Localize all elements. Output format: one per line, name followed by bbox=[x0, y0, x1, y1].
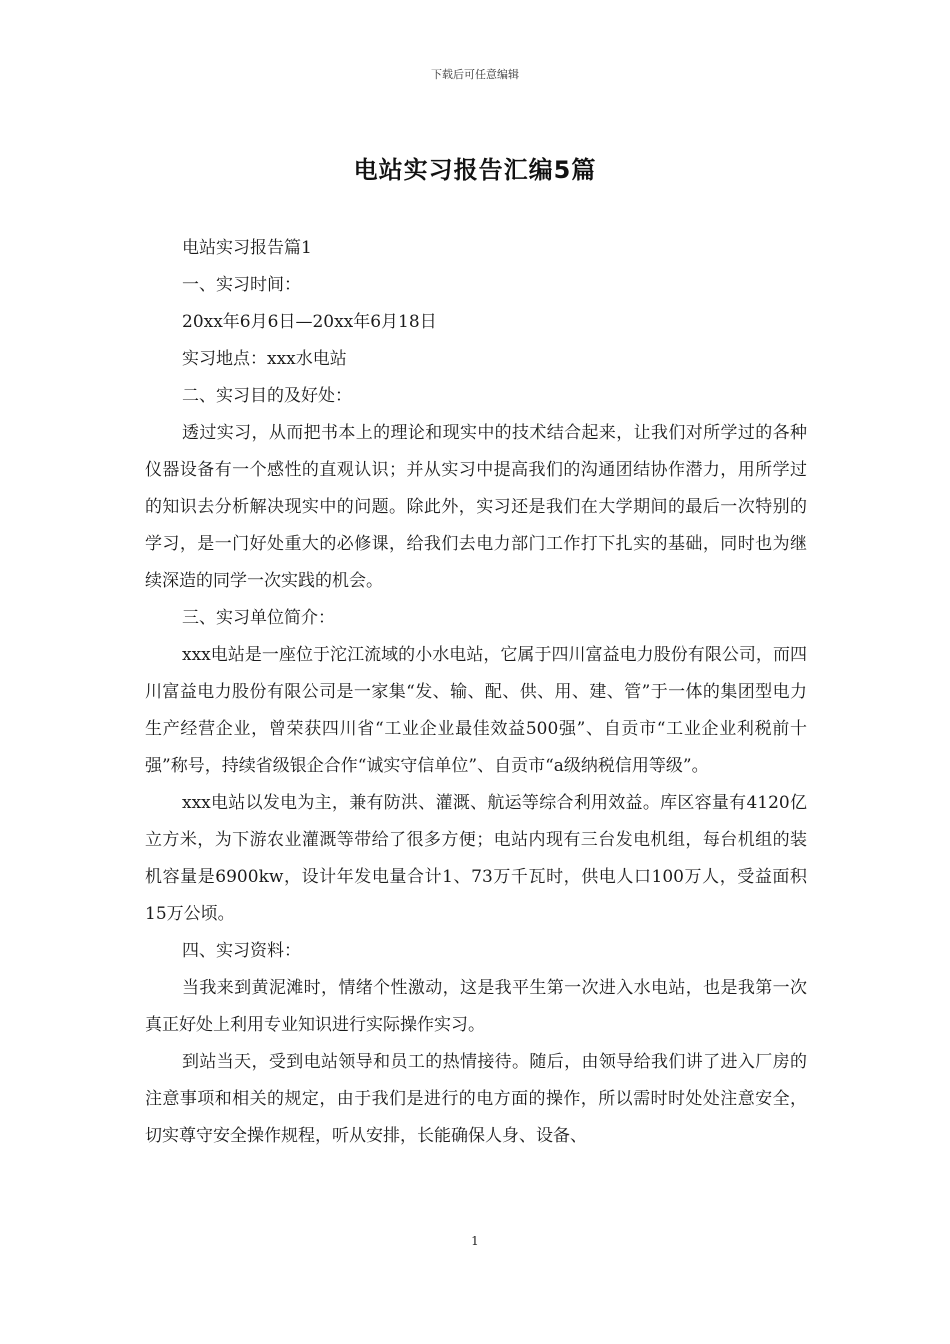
section-heading-report-1: 电站实习报告篇1 bbox=[182, 238, 312, 258]
internship-dates: 20xx年6月6日—20xx年6月18日 bbox=[182, 312, 437, 332]
header-note: 下载后可任意编辑 bbox=[431, 68, 519, 81]
paragraph-station-details: xxx电站以发电为主，兼有防洪、灌溉、航运等综合利用效益。库区容量有4120亿立方米，为下游农业灌溉等带给了很多方便；电站内现有三台发电机组，每台机组的装机容量是6900kw，设计年发电量合计1、73万千瓦时，供电人口100万人，受益面积15万公顷。 bbox=[145, 793, 807, 924]
paragraph-purpose: 透过实习，从而把书本上的理论和现实中的技术结合起来，让我们对所学过的各种仪器设备有一个感性的直观认识；并从实习中提高我们的沟通团结协作潜力，用所学过的知识去分析解决现实中的问题。除此外，实习还是我们在大学期间的最后一次特别的学习，是一门好处重大的必修课，给我们去电力部门工作打下扎实的基础，同时也为继续深造的同学一次实践的机会。 bbox=[145, 423, 807, 591]
heading-materials: 四、实习资料： bbox=[182, 941, 301, 961]
paragraph-unit-intro: xxx电站是一座位于沱江流域的小水电站，它属于四川富益电力股份有限公司，而四川富益电力股份有限公司是一家集“发、输、配、供、用、建、管”于一体的集团型电力生产经营企业，曾荣获四川省“工业企业最佳效益500强”、自贡市“工业企业利税前十强”称号，持续省级银企合作“诚实守信单位”、自贡市“a级纳税信用等级”。 bbox=[145, 645, 807, 776]
page-number: 1 bbox=[471, 1234, 479, 1248]
paragraph-first-day: 到站当天，受到电站领导和员工的热情接待。随后，由领导给我们讲了进入厂房的注意事项和相关的规定，由于我们是进行的电方面的操作，所以需时时处处注意安全，切实尊守安全操作规程，听从安排，长能确保人身、设备、 bbox=[145, 1052, 807, 1146]
heading-internship-time: 一、实习时间： bbox=[182, 275, 301, 295]
heading-unit-intro: 三、实习单位简介： bbox=[182, 608, 335, 628]
document-body bbox=[145, 230, 807, 1155]
document-title: 电站实习报告汇编5篇 bbox=[353, 156, 597, 184]
paragraph-arrival: 当我来到黄泥滩时，情绪个性激动，这是我平生第一次进入水电站，也是我第一次真正好处上利用专业知识进行实际操作实习。 bbox=[145, 978, 807, 1035]
heading-purpose: 二、实习目的及好处： bbox=[182, 386, 352, 406]
internship-location: 实习地点：xxx水电站 bbox=[182, 349, 347, 369]
